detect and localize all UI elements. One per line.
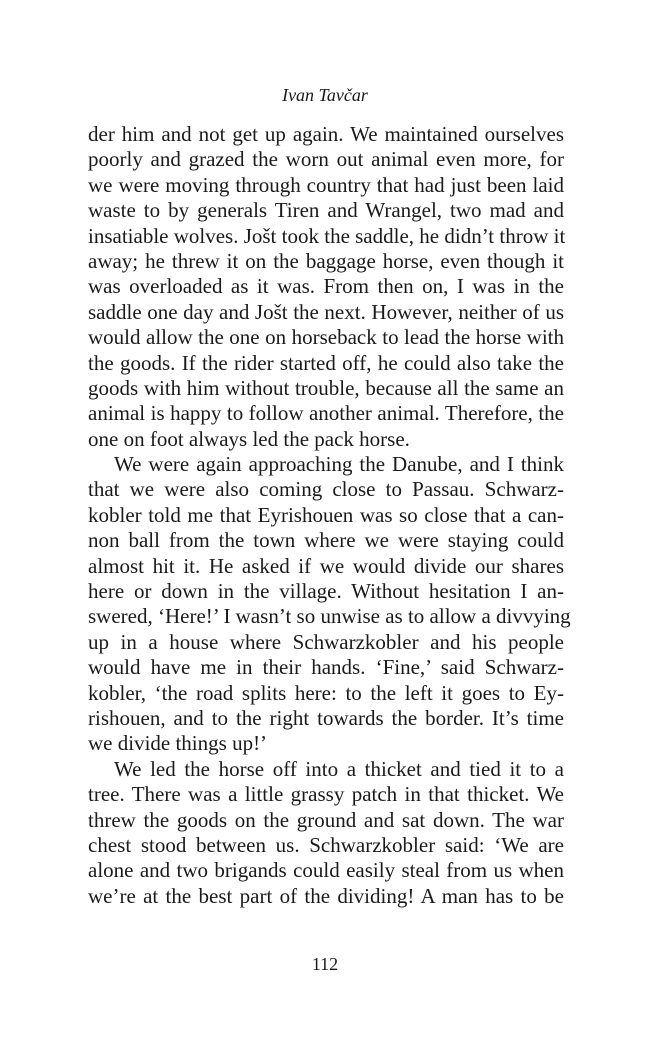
text-line: chest stood between us. Schwarzkobler said: ‘We are [88,832,564,857]
text-line: animal is happy to follow another animal. Therefore, the [88,401,564,426]
text-line: away; he threw it on the baggage horse, even though it [88,248,564,273]
text-line: alone and two brigands could easily steal from us when [88,858,564,883]
text-line: waste to by generals Tiren and Wrangel, two mad and [88,198,564,223]
page-number: 112 [311,954,339,974]
paragraph-1 [88,122,564,452]
text-line: up in a house where Schwarzkobler and his people [88,629,564,654]
text-line: the goods. If the rider started off, he could also take the [88,350,564,375]
text-line: rishouen, and to the right towards the border. It’s time [88,705,564,730]
text-line: der him and not get up again. We maintained ourselves [88,122,564,146]
paragraph-3 [88,757,564,909]
text-line: would have me in their hands. ‘Fine,’ said Schwarz- [88,655,564,680]
text-line: would allow the one on horseback to lead the horse with [88,325,564,350]
text-line: kobler, ‘the road splits here: to the left it goes to Ey- [88,680,564,705]
text-line: we divide things up!’ [88,731,268,756]
text-line: kobler told me that Eyrishouen was so close that a can- [88,502,564,527]
text-line: saddle one day and Jošt the next. However, neither of us [88,299,564,324]
text-line: we were moving through country that had just been laid [88,172,564,197]
text-line: we’re at the best part of the dividing! A man has to be [88,883,564,908]
text-line: tree. There was a little grassy patch in that thicket. We [88,782,564,807]
body-text [88,122,571,909]
text-line: non ball from the town where we were staying could [88,528,564,553]
text-line: swered, ‘Here!’ I wasn’t so unwise as to allow a divvying [88,604,571,629]
text-line: We led the horse off into a thicket and tied it to a [114,756,564,781]
text-line: here or down in the village. Without hesitation I an- [88,579,564,604]
text-line: We were again approaching the Danube, and I think [114,452,564,477]
text-line: one on foot always led the pack horse. [88,426,410,451]
text-line: was overloaded as it was. From then on, I was in the [88,274,564,299]
text-line: almost hit it. He asked if we would divide our shares [88,553,564,578]
text-line: poorly and grazed the worn out animal even more, for [88,147,564,172]
text-line: insatiable wolves. Jošt took the saddle, he didn’t throw it [88,223,566,248]
text-line: threw the goods on the ground and sat down. The war [88,807,564,832]
paragraph-2 [88,452,571,757]
text-line: goods with him without trouble, because all the same an [88,375,564,400]
running-head: Ivan Tavčar [282,85,368,105]
text-line: that we were also coming close to Passau. Schwarz- [88,477,564,502]
